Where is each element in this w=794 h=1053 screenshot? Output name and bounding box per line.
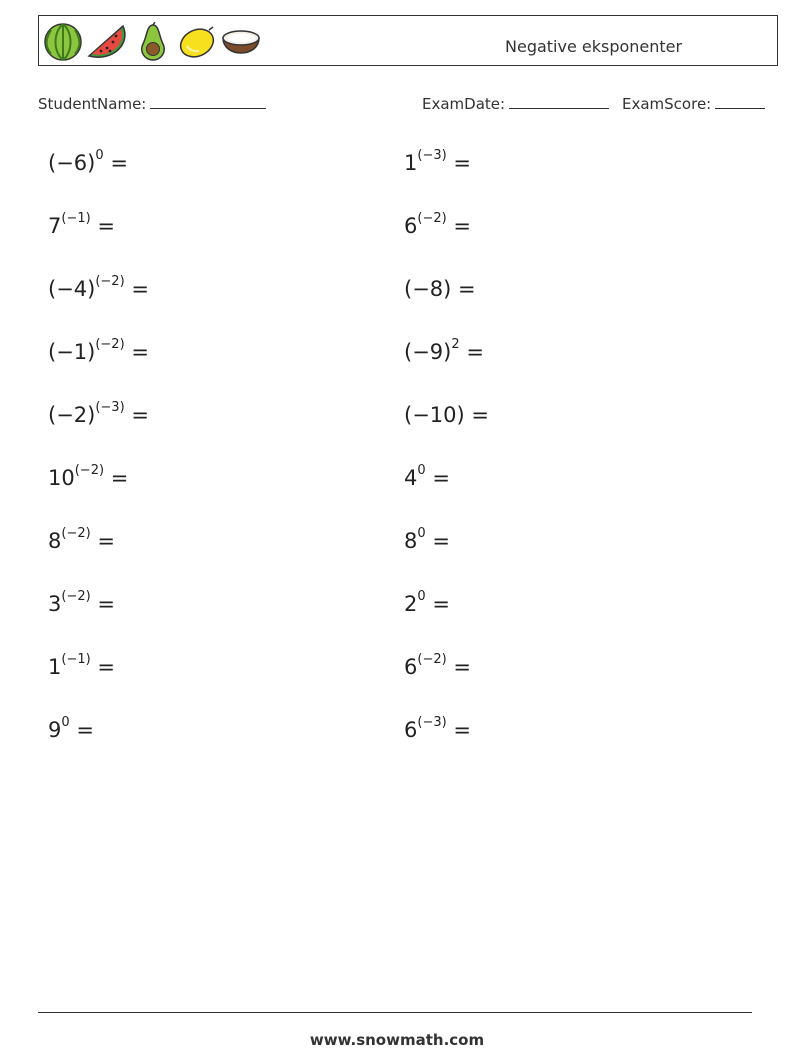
equals-sign: = bbox=[458, 277, 476, 301]
problem-item bbox=[48, 337, 149, 364]
problem-exponent: (−3) bbox=[95, 400, 125, 415]
problem-item bbox=[48, 400, 149, 427]
problem-item bbox=[404, 526, 450, 553]
equals-sign: = bbox=[432, 466, 450, 490]
equals-sign: = bbox=[432, 592, 450, 616]
student-name-label: StudentName: bbox=[38, 95, 147, 113]
problem-base: 1 bbox=[48, 655, 62, 679]
problem-exponent: 2 bbox=[451, 337, 460, 352]
equals-sign: = bbox=[131, 277, 149, 301]
problem-exponent: (−2) bbox=[61, 526, 91, 541]
problem-base: 8 bbox=[48, 529, 62, 553]
problem-item bbox=[404, 211, 471, 238]
problem-base: (−6) bbox=[48, 151, 96, 175]
problem-base: 6 bbox=[404, 655, 418, 679]
problem-exponent: 0 bbox=[95, 148, 104, 163]
problem-exponent: (−2) bbox=[95, 337, 125, 352]
equals-sign: = bbox=[131, 340, 149, 364]
problem-exponent: (−2) bbox=[74, 463, 105, 478]
problem-exponent: (−2) bbox=[95, 274, 125, 289]
problem-item bbox=[404, 148, 471, 175]
problem-exponent: (−2) bbox=[417, 211, 447, 226]
exam-score-label: ExamScore: bbox=[622, 95, 712, 113]
exam-date-field bbox=[422, 94, 609, 113]
equals-sign: = bbox=[76, 718, 94, 742]
exam-score-line[interactable] bbox=[715, 94, 765, 109]
problem-exponent: 0 bbox=[61, 715, 70, 730]
problem-item bbox=[48, 148, 128, 175]
problem-item bbox=[48, 274, 149, 301]
problem-item bbox=[404, 715, 471, 742]
problem-exponent: (−3) bbox=[417, 148, 447, 163]
problem-exponent: (−3) bbox=[417, 715, 447, 730]
problem-base: 6 bbox=[404, 214, 418, 238]
problem-item bbox=[404, 463, 450, 490]
problem-base: (−10) bbox=[404, 403, 465, 427]
exam-date-line[interactable] bbox=[509, 94, 609, 109]
problem-exponent: 0 bbox=[417, 463, 426, 478]
equals-sign: = bbox=[97, 655, 115, 679]
problem-exponent: (−2) bbox=[61, 589, 91, 604]
problem-item bbox=[48, 463, 129, 490]
equals-sign: = bbox=[453, 718, 471, 742]
equals-sign: = bbox=[97, 214, 115, 238]
problem-item bbox=[48, 211, 115, 238]
problem-base: 3 bbox=[48, 592, 62, 616]
problem-base: (−1) bbox=[48, 340, 96, 364]
equals-sign: = bbox=[97, 529, 115, 553]
problem-exponent: (−1) bbox=[61, 211, 91, 226]
problem-item bbox=[404, 337, 484, 364]
problem-base: 9 bbox=[48, 718, 62, 742]
problem-exponent: 0 bbox=[417, 526, 426, 541]
problem-base: 4 bbox=[404, 466, 418, 490]
equals-sign: = bbox=[432, 529, 450, 553]
problem-exponent: (−2) bbox=[417, 652, 447, 667]
problem-base: (−2) bbox=[48, 403, 96, 427]
problem-exponent: 0 bbox=[417, 589, 426, 604]
problem-item bbox=[48, 715, 94, 742]
exam-score-field bbox=[622, 94, 765, 113]
problem-item bbox=[404, 404, 489, 426]
equals-sign: = bbox=[110, 466, 129, 490]
footer-url: www.snowmath.com bbox=[309, 1031, 485, 1049]
equals-sign: = bbox=[466, 340, 484, 364]
equals-sign: = bbox=[453, 655, 471, 679]
header-box bbox=[38, 15, 778, 66]
problem-base: 2 bbox=[404, 592, 418, 616]
problem-base: 7 bbox=[48, 214, 62, 238]
problem-base: (−9) bbox=[404, 340, 452, 364]
equals-sign: = bbox=[453, 214, 471, 238]
page-title: Negative eksponenter bbox=[505, 37, 683, 56]
equals-sign: = bbox=[110, 151, 128, 175]
problem-base: 6 bbox=[404, 718, 418, 742]
equals-sign: = bbox=[97, 592, 115, 616]
problem-base: 1 bbox=[404, 151, 418, 175]
equals-sign: = bbox=[131, 403, 149, 427]
problem-exponent: (−1) bbox=[61, 652, 91, 667]
problem-item bbox=[404, 589, 450, 616]
problem-item bbox=[48, 589, 115, 616]
problem-item bbox=[404, 652, 471, 679]
problem-base: 10 bbox=[48, 466, 75, 490]
problem-item bbox=[48, 526, 115, 553]
equals-sign: = bbox=[471, 403, 489, 427]
coconut-icon bbox=[221, 22, 261, 62]
footer-divider bbox=[38, 1012, 752, 1013]
student-name-field bbox=[38, 94, 266, 113]
problem-base: (−4) bbox=[48, 277, 96, 301]
exam-date-label: ExamDate: bbox=[422, 95, 506, 113]
problem-item bbox=[404, 278, 476, 300]
watermelon-slice-icon bbox=[87, 22, 127, 62]
student-name-line[interactable] bbox=[150, 94, 266, 109]
lemon-icon bbox=[177, 22, 217, 62]
equals-sign: = bbox=[453, 151, 471, 175]
avocado-icon bbox=[133, 22, 173, 62]
problem-item bbox=[48, 652, 115, 679]
watermelon-icon bbox=[43, 22, 83, 62]
problem-base: (−8) bbox=[404, 277, 452, 301]
problem-base: 8 bbox=[404, 529, 418, 553]
